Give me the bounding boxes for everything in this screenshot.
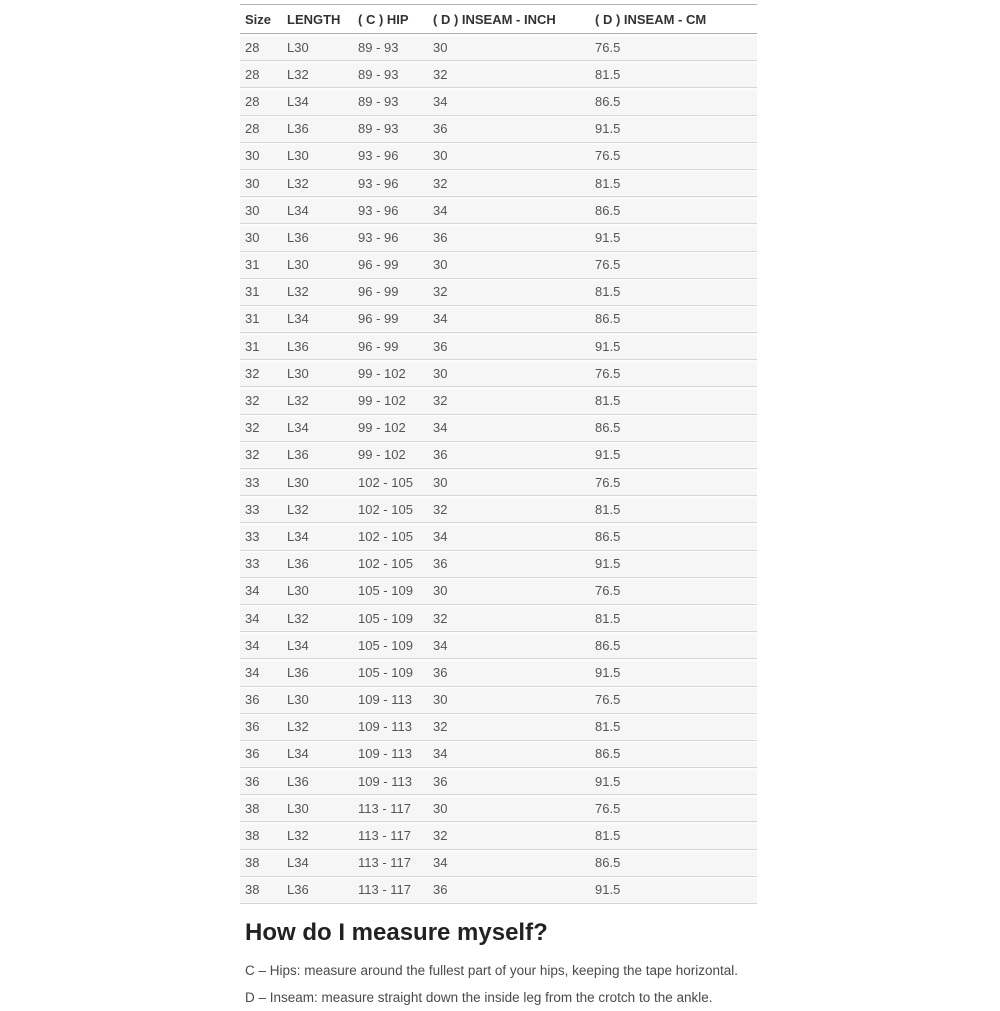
cell-size: 28 xyxy=(240,61,282,88)
cell-inseam-inch: 34 xyxy=(428,632,590,659)
cell-inseam-cm: 76.5 xyxy=(590,795,757,822)
cell-inseam-cm: 91.5 xyxy=(590,115,757,142)
header-cell-inseam-cm: ( D ) INSEAM - CM xyxy=(590,5,757,34)
measure-line-hips: C – Hips: measure around the fullest part of your hips, keeping the tape horizontal. xyxy=(245,963,739,978)
cell-length: L36 xyxy=(282,550,353,577)
table-row xyxy=(240,333,757,360)
cell-inseam-inch: 30 xyxy=(428,251,590,278)
cell-hip: 89 - 93 xyxy=(353,115,428,142)
cell-size: 33 xyxy=(240,496,282,523)
cell-length: L34 xyxy=(282,632,353,659)
cell-inseam-inch: 36 xyxy=(428,115,590,142)
cell-inseam-inch: 32 xyxy=(428,387,590,414)
size-table-body xyxy=(240,34,757,904)
cell-size: 31 xyxy=(240,333,282,360)
cell-hip: 99 - 102 xyxy=(353,414,428,441)
cell-hip: 109 - 113 xyxy=(353,713,428,740)
table-row xyxy=(240,496,757,523)
cell-length: L36 xyxy=(282,441,353,468)
cell-length: L32 xyxy=(282,278,353,305)
cell-hip: 93 - 96 xyxy=(353,169,428,196)
cell-length: L30 xyxy=(282,34,353,61)
cell-size: 30 xyxy=(240,224,282,251)
cell-inseam-inch: 36 xyxy=(428,659,590,686)
cell-inseam-inch: 36 xyxy=(428,441,590,468)
cell-inseam-inch: 34 xyxy=(428,414,590,441)
cell-size: 38 xyxy=(240,849,282,876)
cell-inseam-inch: 30 xyxy=(428,34,590,61)
cell-size: 38 xyxy=(240,822,282,849)
cell-inseam-inch: 34 xyxy=(428,849,590,876)
table-row xyxy=(240,360,757,387)
cell-length: L30 xyxy=(282,469,353,496)
cell-inseam-cm: 81.5 xyxy=(590,604,757,631)
cell-inseam-cm: 76.5 xyxy=(590,251,757,278)
cell-inseam-cm: 76.5 xyxy=(590,142,757,169)
cell-size: 34 xyxy=(240,659,282,686)
cell-length: L36 xyxy=(282,768,353,795)
cell-inseam-inch: 36 xyxy=(428,550,590,577)
cell-inseam-inch: 34 xyxy=(428,88,590,115)
cell-hip: 99 - 102 xyxy=(353,441,428,468)
cell-hip: 96 - 99 xyxy=(353,305,428,332)
cell-inseam-inch: 30 xyxy=(428,360,590,387)
cell-inseam-cm: 91.5 xyxy=(590,224,757,251)
cell-inseam-cm: 86.5 xyxy=(590,523,757,550)
cell-hip: 93 - 96 xyxy=(353,197,428,224)
cell-length: L36 xyxy=(282,224,353,251)
cell-size: 28 xyxy=(240,88,282,115)
cell-inseam-cm: 86.5 xyxy=(590,197,757,224)
table-row xyxy=(240,686,757,713)
cell-length: L30 xyxy=(282,686,353,713)
header-cell-hip: ( C ) HIP xyxy=(353,5,428,34)
cell-size: 30 xyxy=(240,169,282,196)
table-row xyxy=(240,740,757,767)
cell-length: L36 xyxy=(282,115,353,142)
cell-size: 36 xyxy=(240,686,282,713)
cell-inseam-cm: 86.5 xyxy=(590,849,757,876)
cell-size: 34 xyxy=(240,604,282,631)
table-row xyxy=(240,34,757,61)
cell-inseam-cm: 91.5 xyxy=(590,876,757,903)
cell-size: 36 xyxy=(240,713,282,740)
cell-inseam-cm: 81.5 xyxy=(590,496,757,523)
cell-inseam-inch: 32 xyxy=(428,604,590,631)
cell-inseam-cm: 81.5 xyxy=(590,169,757,196)
size-chart-table xyxy=(240,4,757,904)
table-row xyxy=(240,251,757,278)
measure-line-inseam: D – Inseam: measure straight down the inside leg from the crotch to the ankle. xyxy=(245,990,713,1005)
cell-hip: 113 - 117 xyxy=(353,822,428,849)
cell-inseam-cm: 81.5 xyxy=(590,822,757,849)
cell-inseam-inch: 36 xyxy=(428,333,590,360)
cell-hip: 89 - 93 xyxy=(353,88,428,115)
cell-hip: 113 - 117 xyxy=(353,849,428,876)
cell-size: 32 xyxy=(240,387,282,414)
cell-length: L34 xyxy=(282,740,353,767)
cell-length: L34 xyxy=(282,849,353,876)
cell-inseam-cm: 76.5 xyxy=(590,469,757,496)
cell-length: L32 xyxy=(282,387,353,414)
table-row xyxy=(240,441,757,468)
cell-inseam-cm: 76.5 xyxy=(590,577,757,604)
cell-length: L32 xyxy=(282,61,353,88)
table-row xyxy=(240,142,757,169)
cell-size: 32 xyxy=(240,414,282,441)
cell-hip: 113 - 117 xyxy=(353,876,428,903)
table-row xyxy=(240,550,757,577)
table-row xyxy=(240,387,757,414)
cell-length: L30 xyxy=(282,795,353,822)
cell-length: L32 xyxy=(282,604,353,631)
table-row xyxy=(240,278,757,305)
table-row xyxy=(240,768,757,795)
cell-inseam-cm: 81.5 xyxy=(590,387,757,414)
cell-inseam-cm: 81.5 xyxy=(590,61,757,88)
cell-hip: 99 - 102 xyxy=(353,387,428,414)
cell-hip: 109 - 113 xyxy=(353,740,428,767)
cell-inseam-inch: 34 xyxy=(428,523,590,550)
cell-hip: 96 - 99 xyxy=(353,278,428,305)
cell-inseam-inch: 36 xyxy=(428,876,590,903)
cell-length: L30 xyxy=(282,360,353,387)
cell-hip: 99 - 102 xyxy=(353,360,428,387)
cell-inseam-inch: 36 xyxy=(428,224,590,251)
table-row xyxy=(240,523,757,550)
cell-hip: 102 - 105 xyxy=(353,523,428,550)
cell-hip: 93 - 96 xyxy=(353,224,428,251)
cell-length: L32 xyxy=(282,822,353,849)
cell-length: L32 xyxy=(282,169,353,196)
cell-size: 33 xyxy=(240,523,282,550)
cell-hip: 102 - 105 xyxy=(353,550,428,577)
cell-inseam-inch: 36 xyxy=(428,768,590,795)
cell-inseam-cm: 86.5 xyxy=(590,740,757,767)
cell-size: 38 xyxy=(240,795,282,822)
cell-inseam-inch: 32 xyxy=(428,61,590,88)
cell-size: 38 xyxy=(240,876,282,903)
cell-size: 28 xyxy=(240,34,282,61)
cell-hip: 89 - 93 xyxy=(353,34,428,61)
cell-size: 32 xyxy=(240,360,282,387)
header-cell-length: LENGTH xyxy=(282,5,353,34)
cell-inseam-cm: 86.5 xyxy=(590,632,757,659)
cell-size: 28 xyxy=(240,115,282,142)
cell-inseam-cm: 91.5 xyxy=(590,441,757,468)
header-cell-inseam-inch: ( D ) INSEAM - INCH xyxy=(428,5,590,34)
cell-length: L32 xyxy=(282,713,353,740)
cell-inseam-inch: 32 xyxy=(428,169,590,196)
cell-size: 36 xyxy=(240,768,282,795)
cell-size: 33 xyxy=(240,469,282,496)
table-row xyxy=(240,224,757,251)
header-cell-size: Size xyxy=(240,5,282,34)
cell-size: 30 xyxy=(240,142,282,169)
cell-inseam-cm: 86.5 xyxy=(590,88,757,115)
cell-length: L30 xyxy=(282,251,353,278)
cell-hip: 113 - 117 xyxy=(353,795,428,822)
cell-inseam-cm: 91.5 xyxy=(590,333,757,360)
cell-inseam-inch: 34 xyxy=(428,305,590,332)
cell-length: L34 xyxy=(282,523,353,550)
cell-inseam-inch: 32 xyxy=(428,496,590,523)
table-header-row xyxy=(240,5,757,34)
cell-hip: 109 - 113 xyxy=(353,686,428,713)
cell-length: L36 xyxy=(282,876,353,903)
cell-hip: 105 - 109 xyxy=(353,659,428,686)
table-row xyxy=(240,197,757,224)
cell-length: L36 xyxy=(282,659,353,686)
table-row xyxy=(240,849,757,876)
cell-length: L34 xyxy=(282,197,353,224)
cell-size: 31 xyxy=(240,278,282,305)
table-row xyxy=(240,876,757,903)
cell-inseam-cm: 86.5 xyxy=(590,305,757,332)
table-row xyxy=(240,115,757,142)
cell-size: 31 xyxy=(240,305,282,332)
cell-inseam-inch: 30 xyxy=(428,577,590,604)
table-row xyxy=(240,577,757,604)
cell-length: L30 xyxy=(282,142,353,169)
cell-hip: 109 - 113 xyxy=(353,768,428,795)
table-row xyxy=(240,88,757,115)
cell-size: 36 xyxy=(240,740,282,767)
table-row xyxy=(240,604,757,631)
table-row xyxy=(240,713,757,740)
table-row xyxy=(240,632,757,659)
cell-hip: 96 - 99 xyxy=(353,333,428,360)
cell-size: 31 xyxy=(240,251,282,278)
cell-length: L34 xyxy=(282,88,353,115)
table-row xyxy=(240,169,757,196)
cell-hip: 105 - 109 xyxy=(353,632,428,659)
cell-inseam-inch: 30 xyxy=(428,469,590,496)
cell-inseam-inch: 32 xyxy=(428,822,590,849)
cell-length: L30 xyxy=(282,577,353,604)
cell-inseam-inch: 32 xyxy=(428,278,590,305)
cell-inseam-inch: 30 xyxy=(428,795,590,822)
cell-inseam-inch: 30 xyxy=(428,686,590,713)
table-row xyxy=(240,305,757,332)
cell-inseam-cm: 76.5 xyxy=(590,34,757,61)
cell-inseam-inch: 32 xyxy=(428,713,590,740)
table-row xyxy=(240,61,757,88)
cell-inseam-cm: 91.5 xyxy=(590,659,757,686)
cell-size: 34 xyxy=(240,577,282,604)
cell-length: L32 xyxy=(282,496,353,523)
cell-hip: 102 - 105 xyxy=(353,496,428,523)
table-row xyxy=(240,659,757,686)
cell-inseam-inch: 34 xyxy=(428,740,590,767)
cell-inseam-cm: 91.5 xyxy=(590,550,757,577)
table-row xyxy=(240,822,757,849)
cell-length: L34 xyxy=(282,414,353,441)
table-row xyxy=(240,795,757,822)
cell-inseam-cm: 91.5 xyxy=(590,768,757,795)
cell-hip: 89 - 93 xyxy=(353,61,428,88)
cell-hip: 96 - 99 xyxy=(353,251,428,278)
cell-inseam-cm: 86.5 xyxy=(590,414,757,441)
cell-inseam-inch: 34 xyxy=(428,197,590,224)
cell-size: 32 xyxy=(240,441,282,468)
measure-heading: How do I measure myself? xyxy=(245,919,548,946)
cell-hip: 102 - 105 xyxy=(353,469,428,496)
cell-inseam-cm: 76.5 xyxy=(590,360,757,387)
cell-hip: 105 - 109 xyxy=(353,577,428,604)
size-chart-page xyxy=(240,4,757,1011)
cell-size: 30 xyxy=(240,197,282,224)
cell-inseam-cm: 81.5 xyxy=(590,713,757,740)
cell-inseam-cm: 81.5 xyxy=(590,278,757,305)
cell-hip: 105 - 109 xyxy=(353,604,428,631)
cell-size: 34 xyxy=(240,632,282,659)
cell-inseam-inch: 30 xyxy=(428,142,590,169)
cell-length: L36 xyxy=(282,333,353,360)
cell-hip: 93 - 96 xyxy=(353,142,428,169)
cell-size: 33 xyxy=(240,550,282,577)
cell-inseam-cm: 76.5 xyxy=(590,686,757,713)
table-row xyxy=(240,469,757,496)
cell-length: L34 xyxy=(282,305,353,332)
table-row xyxy=(240,414,757,441)
